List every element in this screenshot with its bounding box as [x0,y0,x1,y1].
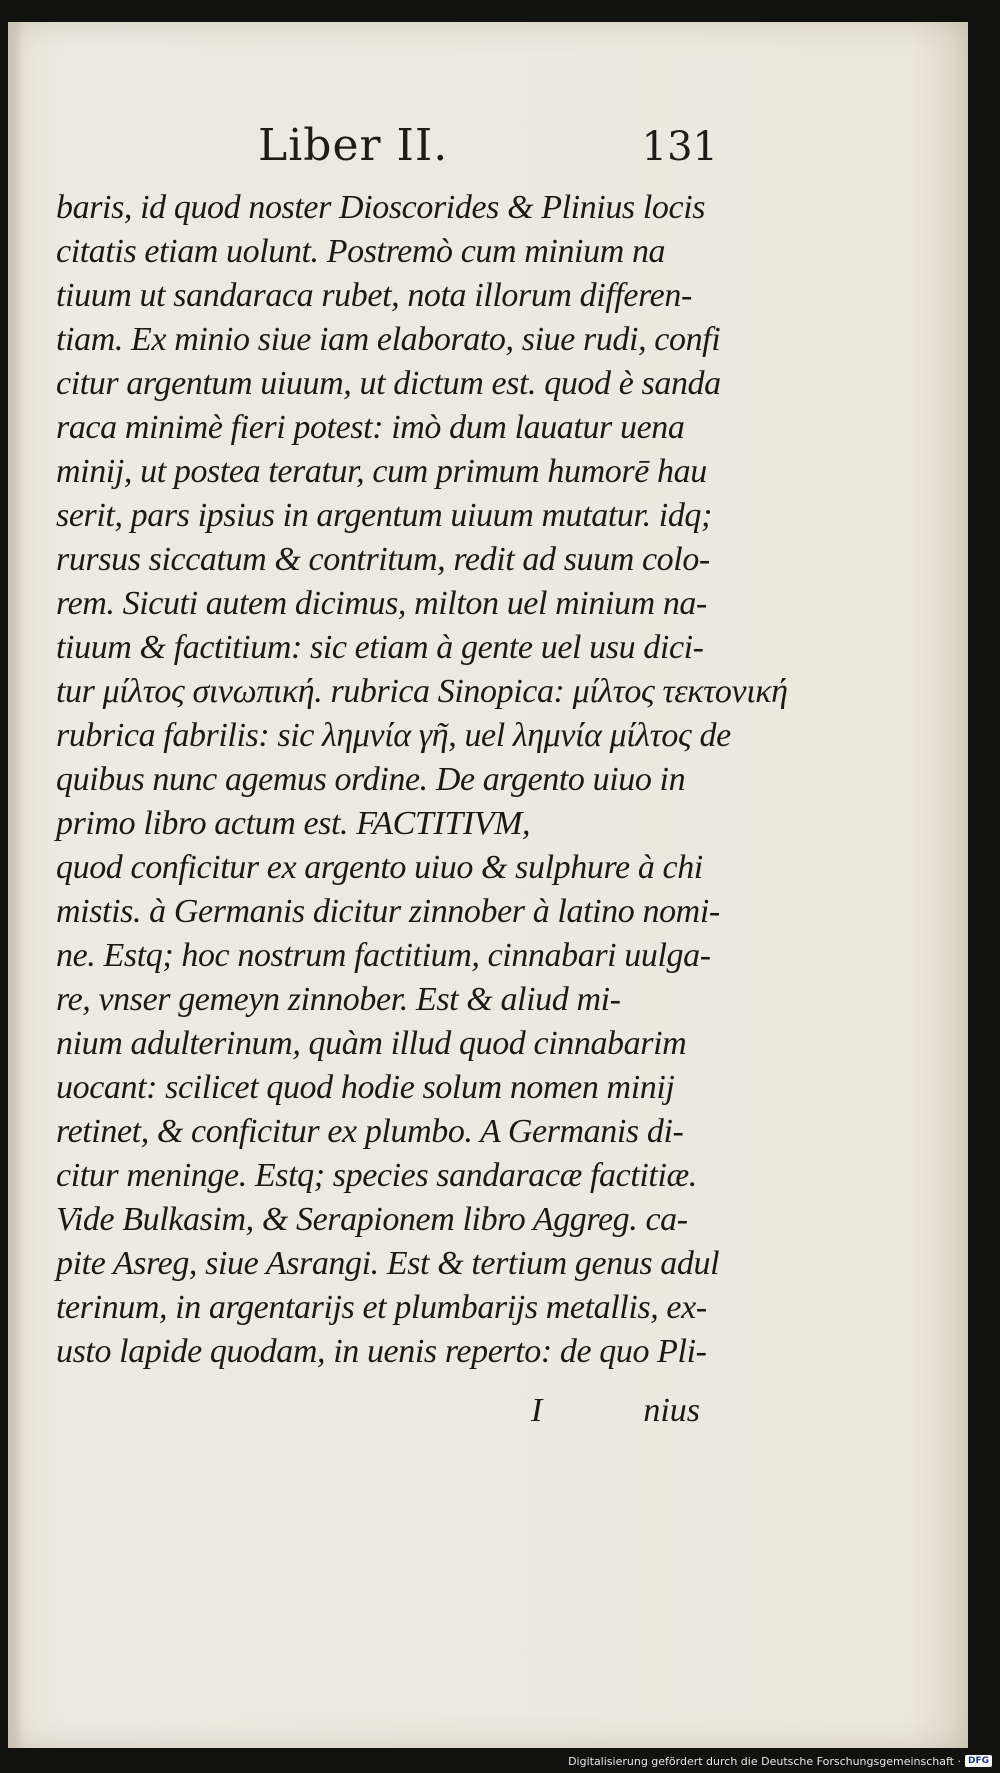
page-header [258,120,718,184]
text-line: tur μίλτος σινωπική. rubrica Sinopica: μίλτος τεκτονική [56,673,788,710]
text-line: citur argentum uiuum, ut dictum est. quod è sanda [56,365,721,402]
catchword-line [56,1392,700,1436]
text-line: rem. Sicuti autem dicimus, milton uel minium na- [56,585,707,622]
text-line: mistis. à Germanis dicitur zinnober à latino nomi- [56,893,720,930]
text-line: raca minimè fieri potest: imò dum lauatur uena [56,409,685,446]
text-line: citatis etiam uolunt. Postremò cum minium na [56,233,666,270]
page-number: 131 [641,124,718,170]
text-line: re, vnser gemeyn zinnober. Est & aliud mi- [56,981,621,1018]
signature-mark: I [531,1392,543,1429]
page-gutter [8,22,22,1748]
text-line: tiam. Ex minio siue iam elaborato, siue rudi, confi [56,321,721,358]
text-block [56,186,788,1374]
text-line: retinet, & conficitur ex plumbo. A Germanis di- [56,1113,684,1150]
text-line: citur meninge. Estq; species sandaracæ factitiæ. [56,1157,697,1194]
text-line: primo libro actum est. FACTITIVM, [56,805,531,842]
running-title: Liber II. [258,120,449,171]
text-line: Vide Bulkasim, & Serapionem libro Aggreg. ca- [56,1201,688,1238]
dfg-logo-icon: DFG [965,1755,992,1767]
text-line: nium adulterinum, quàm illud quod cinnabarim [56,1025,687,1062]
text-line: tiuum & factitium: sic etiam à gente uel usu dici- [56,629,704,666]
text-line: serit, pars ipsius in argentum uiuum mutatur. idq; [56,497,712,534]
text-line: minij, ut postea teratur, cum primum humorē hau [56,453,707,490]
text-line: ne. Estq; hoc nostrum factitium, cinnabari uulga- [56,937,711,974]
text-line: quod conficitur ex argento uiuo & sulphure à chi [56,849,703,886]
catchword: nius [643,1392,700,1429]
text-line: usto lapide quodam, in uenis reperto: de quo Pli- [56,1333,707,1370]
text-line: tiuum ut sandaraca rubet, nota illorum differen- [56,277,692,314]
text-line: rubrica fabrilis: sic λημνία γῆ, uel λημνία μίλτος de [56,717,731,754]
text-line: terinum, in argentarijs et plumbarijs metallis, ex- [56,1289,707,1326]
digitization-footer [568,1753,992,1769]
footer-credit: Digitalisierung gefördert durch die Deutsche Forschungsgemeinschaft · [568,1754,961,1768]
text-line: baris, id quod noster Dioscorides & Plinius locis [56,189,706,226]
text-line: pite Asreg, siue Asrangi. Est & tertium genus adul [56,1245,720,1282]
text-line: rursus siccatum & contritum, redit ad suum colo- [56,541,710,578]
text-line: uocant: scilicet quod hodie solum nomen minij [56,1069,675,1106]
book-page [8,22,968,1748]
text-line: quibus nunc agemus ordine. De argento uiuo in [56,761,686,798]
